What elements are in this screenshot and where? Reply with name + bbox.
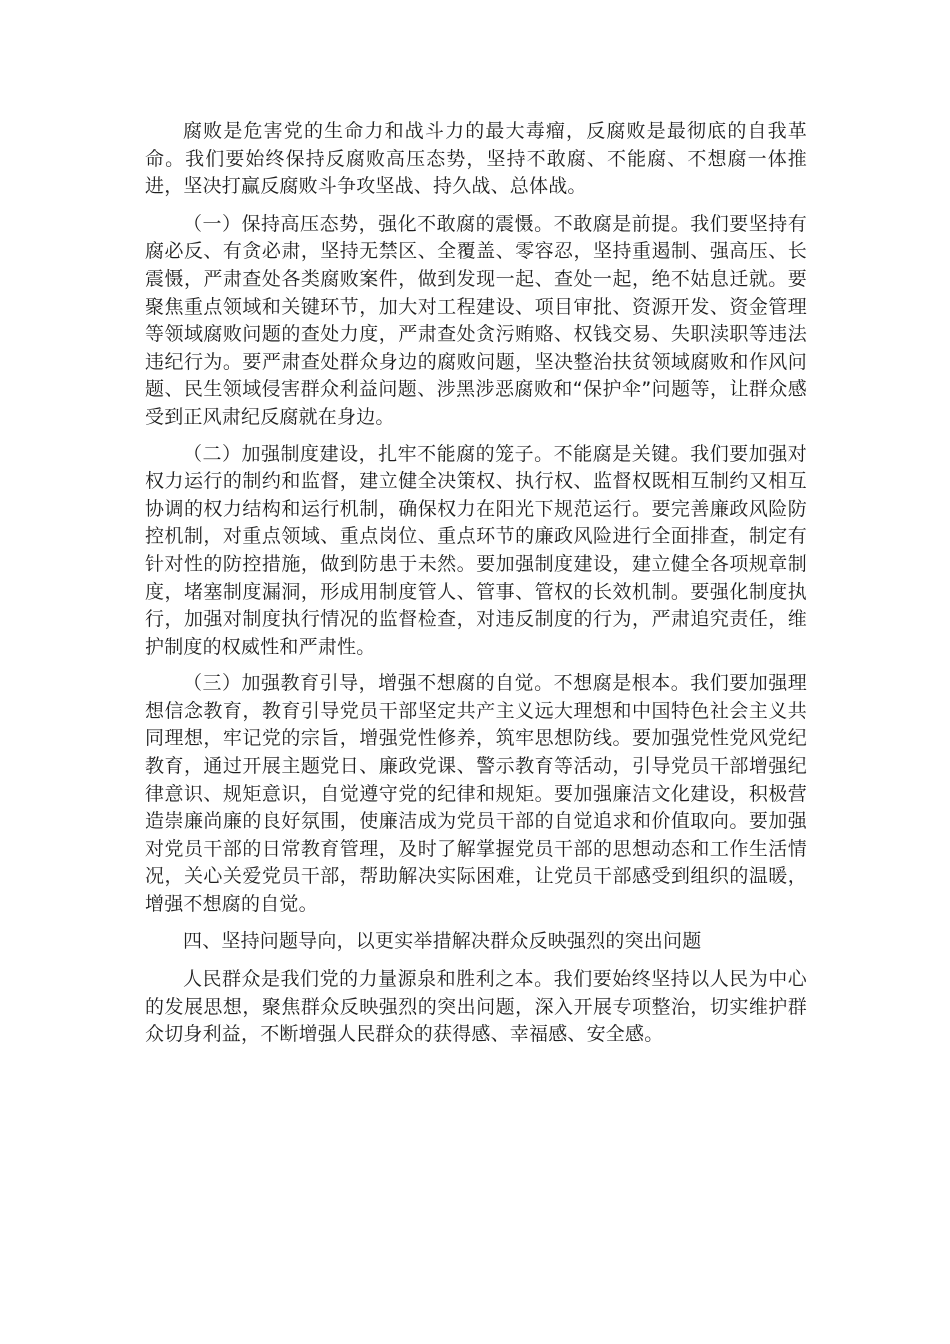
paragraph-section-2: （二）加强制度建设，扎牢不能腐的笼子。不能腐是关键。我们要加强对权力运行的制约和监督，建立健全决策权、执行权、监督权既相互制约又相互协调的权力结构和运行机制，确保权力在阳光下规范运行。要完善廉政风险防控机制，对重点领域、重点岗位、重点环节的廉政风险进行全面排查，制定有针对性的防控措施，做到防患于未然。要加强制度建设，建立健全各项规章制度，堵塞制度漏洞，形成用制度管人、管事、管权的长效机制。要强化制度执行，加强对制度执行情况的监督检查，对违反制度的行为，严肃追究责任，维护制度的权威性和严肃性。 <box>145 442 807 658</box>
paragraph-intro: 腐败是危害党的生命力和战斗力的最大毒瘤，反腐败是最彻底的自我革命。我们要始终保持反腐败高压态势，坚持不敢腐、不能腐、不想腐一体推进，坚决打赢反腐败斗争攻坚战、持久战、总体战。 <box>145 120 807 198</box>
document-body <box>145 118 807 1058</box>
paragraph-section-1: （一）保持高压态势，强化不敢腐的震慑。不敢腐是前提。我们要坚持有腐必反、有贪必肃，坚持无禁区、全覆盖、零容忍，坚持重遏制、强高压、长震慑，严肃查处各类腐败案件，做到发现一起、查处一起，绝不姑息迁就。要聚焦重点领域和关键环节，加大对工程建设、项目审批、资源开发、资金管理等领域腐败问题的查处力度，严肃查处贪污贿赂、权钱交易、失职渎职等违法违纪行为。要严肃查处群众身边的腐败问题，坚决整治扶贫领域腐败和作风问题、民生领域侵害群众利益问题、涉黑涉恶腐败和“保护伞”问题等，让群众感受到正风肃纪反腐就在身边。 <box>145 212 807 428</box>
paragraph-section-3: （三）加强教育引导，增强不想腐的自觉。不想腐是根本。我们要加强理想信念教育，教育引导党员干部坚定共产主义远大理想和中国特色社会主义共同理想，牢记党的宗旨，增强党性修养，筑牢思想防线。要加强党性党风党纪教育，通过开展主题党日、廉政党课、警示教育等活动，引导党员干部增强纪律意识、规矩意识，自觉遵守党的纪律和规矩。要加强廉洁文化建设，积极营造崇廉尚廉的良好氛围，使廉洁成为党员干部的自觉追求和价值取向。要加强对党员干部的日常教育管理，及时了解掌握党员干部的思想动态和工作生活情况，关心关爱党员干部，帮助解决实际困难，让党员干部感受到组织的温暖，增强不想腐的自觉。 <box>145 672 807 916</box>
paragraph-section-4-intro: 人民群众是我们党的力量源泉和胜利之本。我们要始终坚持以人民为中心的发展思想，聚焦群众反映强烈的突出问题，深入开展专项整治，切实维护群众切身利益，不断增强人民群众的获得感、幸福感、安全感。 <box>145 968 807 1046</box>
section-heading-4: 四、坚持问题导向，以更实举措解决群众反映强烈的突出问题 <box>183 929 702 952</box>
